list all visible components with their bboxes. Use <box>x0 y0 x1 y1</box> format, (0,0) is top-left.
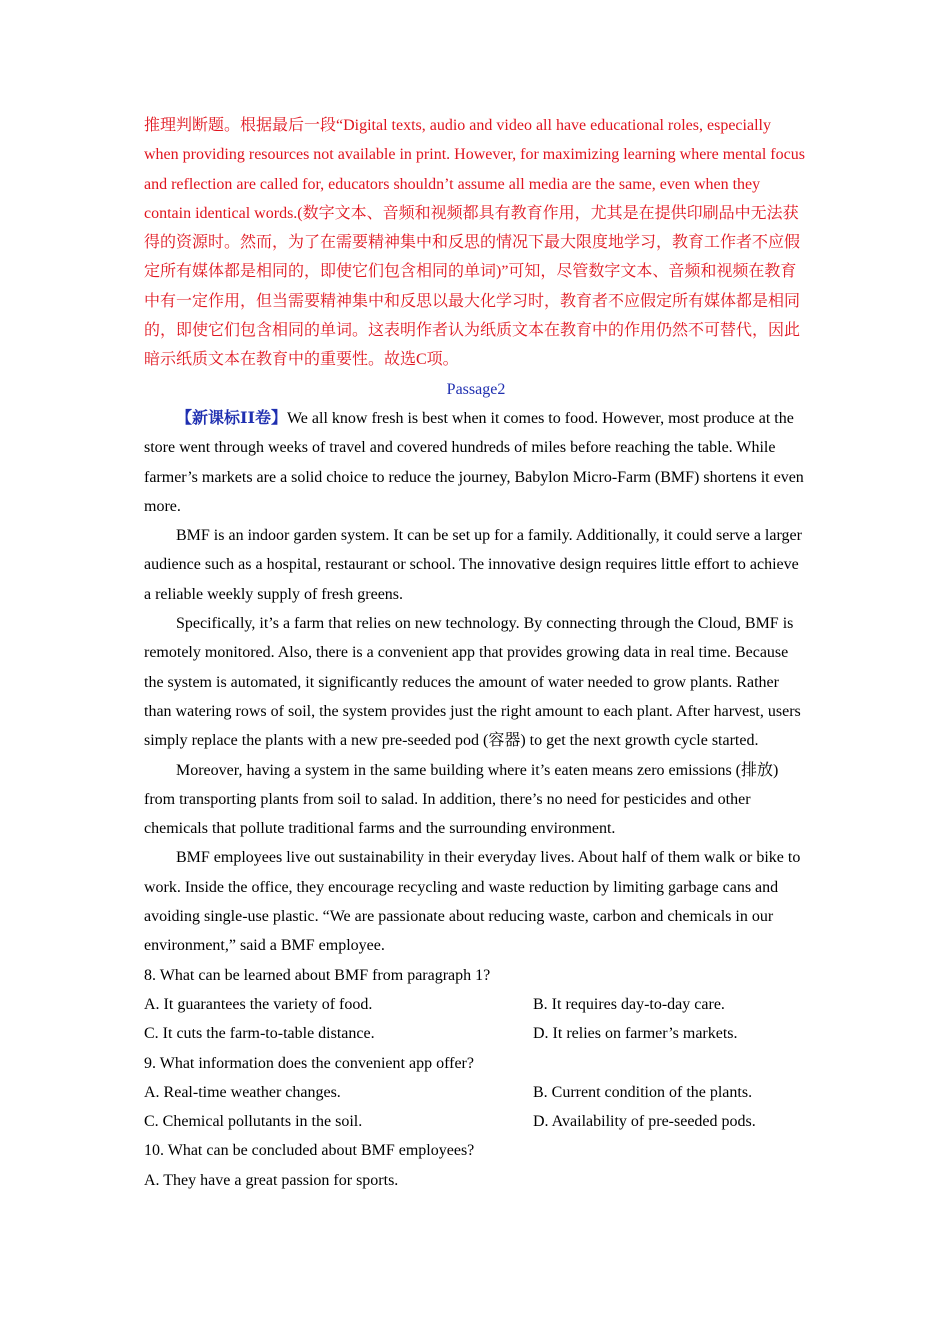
answer-explanation: 推理判断题。根据最后一段“Digital texts, audio and video all have educational roles, especially when providing resources not available in print. However, for maximizing learning where mental focus and reflection are called for, educators shouldn’t assume all media are the same, even when they contain identical words.(数字文本、音频和视频都具有教育作用，尤其是在提供印刷品中无法获得的资源时。然而，为了在需要精神集中和反思的情况下最大限度地学习，教育工作者不应假定所有媒体都是相同的，即使它们包含相同的单词)”可知，尽管数字文本、音频和视频在教育中有一定作用，但当需要精神集中和反思以最大化学习时，教育者不应假定所有媒体都是相同的，即使它们包含相同的单词。这表明作者认为纸质文本在教育中的作用仍然不可替代，因此暗示纸质文本在教育中的重要性。故选C项。 <box>144 117 805 369</box>
question-8-options-row-2 <box>144 1019 808 1048</box>
question-9-options-row-1 <box>144 1078 808 1107</box>
question-10-stem: 10. What can be concluded about BMF employees? <box>144 1142 475 1160</box>
passage-paragraph-1 <box>144 404 808 521</box>
source-tag: 【新课标ⅠⅠ卷】 <box>176 409 287 427</box>
option-c: C. It cuts the farm-to-table distance. <box>144 1025 375 1043</box>
option-d: D. Availability of pre-seeded pods. <box>533 1113 756 1131</box>
question-9-stem: 9. What information does the convenient app offer? <box>144 1054 474 1072</box>
paragraph-text: We all know fresh is best when it comes to food. However, most produce at the store went through weeks of travel and covered hundreds of miles before reaching the table. While farmer’s markets are a solid choice to reduce the journey, Babylon Micro-Farm (BMF) shortens it even more. <box>144 409 804 515</box>
question-9-options-row-2 <box>144 1107 808 1136</box>
option-a: A. They have a great passion for sports. <box>144 1171 399 1189</box>
passage-paragraph-4: Moreover, having a system in the same building where it’s eaten means zero emissions (排放) from transporting plants from soil to salad. In addition, there’s no need for pesticides and other chemicals that pollute traditional farms and the surrounding environment. <box>144 761 779 838</box>
option-b: B. It requires day-to-day care. <box>533 995 725 1013</box>
option-d: D. It relies on farmer’s markets. <box>533 1025 738 1043</box>
option-a: A. Real-time weather changes. <box>144 1083 341 1101</box>
option-c: C. Chemical pollutants in the soil. <box>144 1113 363 1131</box>
passage-paragraph-3: Specifically, it’s a farm that relies on new technology. By connecting through the Cloud, BMF is remotely monitored. Also, there is a convenient app that provides growing data in real time. Because the system is automated, it significantly reduces the amount of water needed to grow plants. Rather than watering rows of soil, the system provides just the right amount to each plant. After harvest, users simply replace the plants with a new pre-seeded pod (容器) to get the next growth cycle started. <box>144 615 801 750</box>
option-b: B. Current condition of the plants. <box>533 1083 753 1101</box>
question-8-stem: 8. What can be learned about BMF from paragraph 1? <box>144 966 491 984</box>
passage-title: Passage2 <box>446 380 506 398</box>
passage-paragraph-5: BMF employees live out sustainability in their everyday lives. About half of them walk or bike to work. Inside the office, they encourage recycling and waste reduction by limiting garbage cans and avoiding single-use plastic. “We are passionate about reducing waste, carbon and chemicals in our environment,” said a BMF employee. <box>144 849 801 955</box>
option-a: A. It guarantees the variety of food. <box>144 995 373 1013</box>
passage-paragraph-2: BMF is an indoor garden system. It can be set up for a family. Additionally, it could serve a larger audience such as a hospital, restaurant or school. The innovative design requires little effort to achieve a reliable weekly supply of fresh greens. <box>144 527 802 603</box>
document-content <box>144 111 808 1195</box>
question-8-options-row-1 <box>144 990 808 1019</box>
